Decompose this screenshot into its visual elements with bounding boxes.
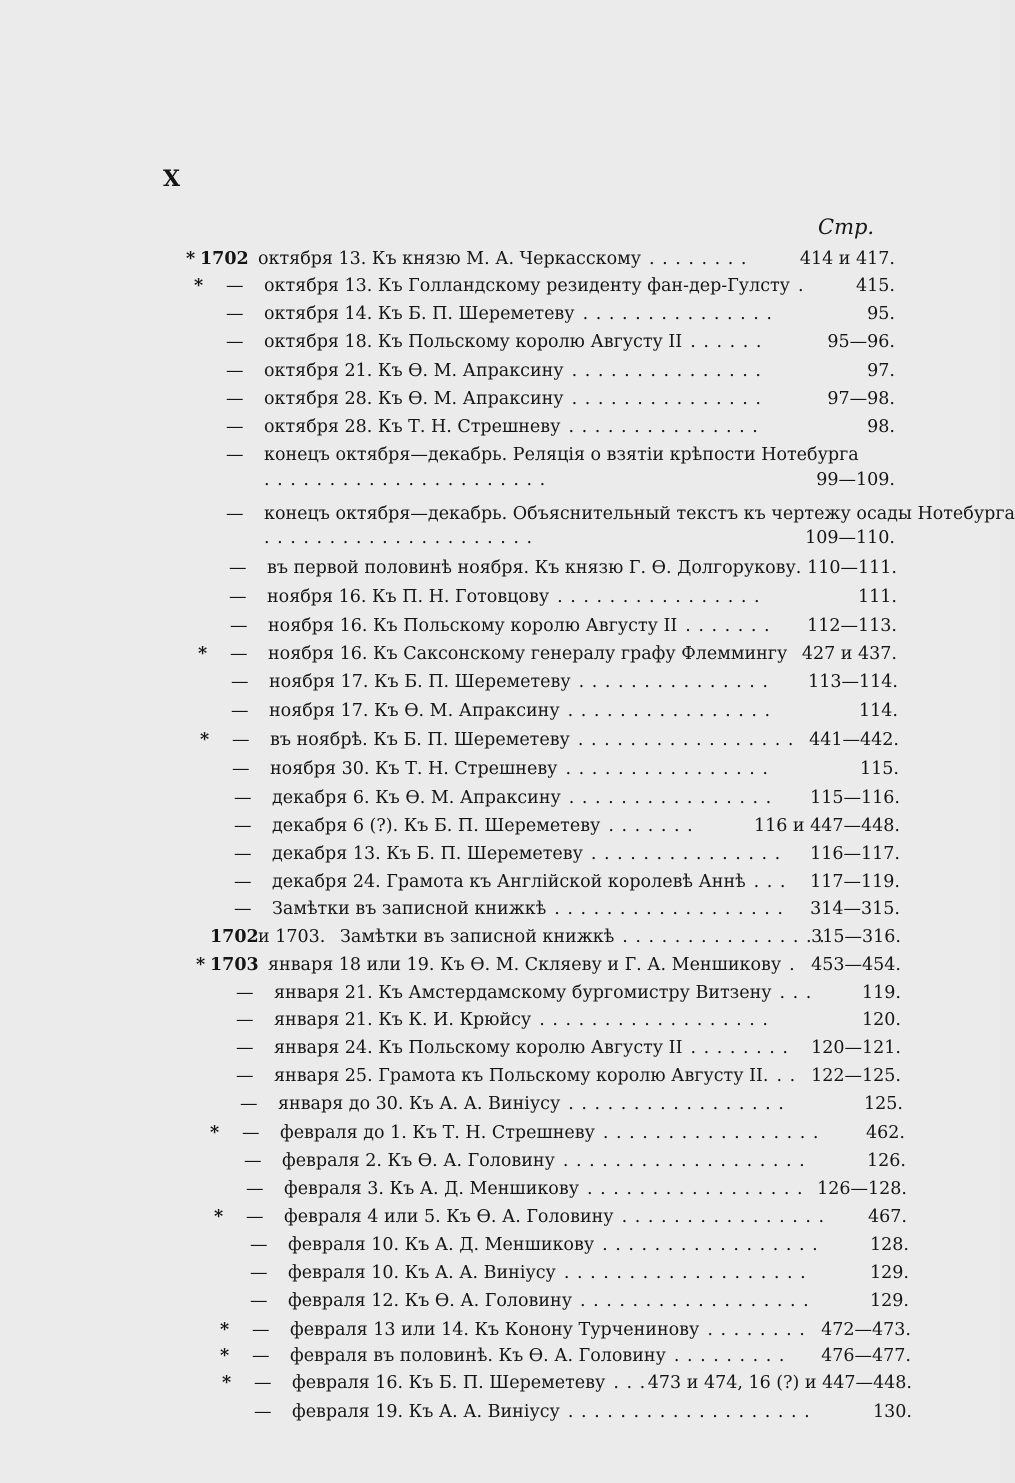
entry-pages: 113—114. xyxy=(808,672,898,692)
dot-leader: . . . . . . . . . . . . . . . . . xyxy=(577,730,795,750)
entry-pages: 98. xyxy=(867,417,895,437)
toc-entry xyxy=(0,245,1000,273)
entry-title: октября 18. Къ Польскому королю Августу II xyxy=(264,332,683,352)
entry-pages: 129. xyxy=(870,1291,909,1311)
dot-leader: . . xyxy=(776,1066,797,1086)
entry-pages: 472—473. xyxy=(821,1320,911,1340)
entry-title: Замѣтки въ записной книжкѣ xyxy=(340,927,615,947)
entry-title: января до 30. Къ А. А. Виніусу xyxy=(278,1094,561,1114)
entry-dash: — xyxy=(226,304,244,324)
entry-dash: — xyxy=(250,1235,268,1255)
toc-entry xyxy=(0,1090,1000,1118)
dot-leader: . . . . . . . . . . . . . . . . . . . . . xyxy=(264,528,534,548)
entry-star: * xyxy=(222,1373,232,1393)
entry-pages: 314—315. xyxy=(810,899,900,919)
dot-leader: . . . . . . . . . . . . . . . . xyxy=(621,1207,826,1227)
entry-pages: 453—454. xyxy=(811,955,901,975)
toc-entry xyxy=(0,1147,1000,1175)
entry-title: февраля 2. Къ Ѳ. А. Головину xyxy=(282,1151,555,1171)
toc-entry xyxy=(0,1259,1000,1287)
entry-dash: — xyxy=(232,759,250,779)
entry-pages: 115. xyxy=(860,759,899,779)
entry-title: января 21. Къ К. И. Крюйсу xyxy=(274,1010,532,1030)
toc-entry xyxy=(0,1175,1000,1203)
toc-entry xyxy=(0,784,1000,812)
entry-pages: 467. xyxy=(868,1207,907,1227)
entry-pages: 126—128. xyxy=(817,1179,907,1199)
entry-dash: — xyxy=(226,417,244,437)
entry-dash: — xyxy=(234,844,252,864)
entry-dash: — xyxy=(252,1320,270,1340)
toc-entry xyxy=(0,923,1000,951)
entry-dash: — xyxy=(236,1010,254,1030)
dot-leader: . . . . . . . xyxy=(608,816,694,836)
dot-leader: . . . xyxy=(613,1373,647,1393)
entry-dash: — xyxy=(226,445,244,465)
dot-leader: . . . . . . . . . . . . . . . . . . xyxy=(554,899,784,919)
toc-entry xyxy=(0,413,1000,441)
dot-leader: . . . . . . . . . . . . . . . xyxy=(582,304,773,324)
entry-pages: 125. xyxy=(864,1094,903,1114)
entry-pages: 462. xyxy=(866,1123,905,1143)
entry-title: февраля 10. Къ А. Д. Меншикову xyxy=(288,1235,595,1255)
entry-title: февраля 4 или 5. Къ Ѳ. А. Головину xyxy=(284,1207,614,1227)
dot-leader: . . . . . . . . . . . . . . . . . . . xyxy=(563,1263,807,1283)
entry-dash: — xyxy=(240,1094,258,1114)
entry-title: ноября 16. Къ П. Н. Готовцову xyxy=(267,587,550,607)
toc-entry xyxy=(0,1342,1000,1370)
entry-star: * xyxy=(220,1320,230,1340)
toc-entry xyxy=(0,272,1000,300)
entry-title: октября 28. Къ Ѳ. М. Апраксину xyxy=(264,389,564,409)
toc-entry xyxy=(0,328,1000,356)
entry-pages: 111. xyxy=(858,587,897,607)
entry-pages: 120. xyxy=(862,1010,901,1030)
entry-pages: 415. xyxy=(856,276,895,296)
dot-leader: . . . . . . . . xyxy=(649,249,748,269)
entry-dash: — xyxy=(234,816,252,836)
toc-entry xyxy=(0,726,1000,754)
toc-entry xyxy=(0,1006,1000,1034)
dot-leader: . . . . . . . . . . . . . . . . . xyxy=(587,1179,804,1199)
entry-title: октября 14. Къ Б. П. Шереметеву xyxy=(264,304,575,324)
entry-dash: — xyxy=(236,1066,254,1086)
toc-entry xyxy=(0,466,1000,494)
entry-title: февраля 10. Къ А. А. Виніусу xyxy=(288,1263,556,1283)
entry-title: Замѣтки въ записной книжкѣ xyxy=(272,899,547,919)
entry-dash: — xyxy=(226,276,244,296)
entry-title: февраля до 1. Къ Т. Н. Стрешневу xyxy=(280,1123,595,1143)
entry-dash: — xyxy=(252,1346,270,1366)
toc-entry xyxy=(0,1062,1000,1090)
entry-dash: — xyxy=(242,1123,260,1143)
entry-dash: — xyxy=(246,1207,264,1227)
toc-entry xyxy=(0,1398,1000,1426)
entry-dash: — xyxy=(250,1263,268,1283)
entry-dash: — xyxy=(254,1402,272,1422)
dot-leader: . . . . . . . . xyxy=(707,1320,806,1340)
entry-title: января 25. Грамота къ Польскому королю Августу II. xyxy=(274,1066,769,1086)
dot-leader: . . . . . . . . . . . . . . . . xyxy=(567,701,772,721)
dot-leader: . . . . . . . . . . . . . . . . . xyxy=(602,1123,820,1143)
entry-title: конецъ октября—декабрь. Реляція о взятіи крѣпости Нотебурга xyxy=(264,445,859,465)
entry-title: февраля 16. Къ Б. П. Шереметеву xyxy=(292,1373,606,1393)
dot-leader: . . . . . . . . . . . . . . . xyxy=(590,844,782,864)
entry-title: ноября 16. Къ Польскому королю Августу II xyxy=(268,616,678,636)
dot-leader: . . . . . . xyxy=(690,332,763,352)
entry-pages: 120—121. xyxy=(811,1038,901,1058)
toc-entry xyxy=(0,840,1000,868)
entry-star: * xyxy=(214,1207,224,1227)
toc-entry xyxy=(0,697,1000,725)
entry-pages: 414 и 417. xyxy=(799,249,895,269)
entry-dash: — xyxy=(231,701,249,721)
entry-title: февраля въ половинѣ. Къ Ѳ. А. Головину xyxy=(290,1346,666,1366)
toc-entry xyxy=(0,812,1000,840)
dot-leader: . . . . . . . . . . . . . . . . . xyxy=(602,1235,819,1255)
entry-year: 1702 xyxy=(200,249,249,269)
entry-title: февраля 13 или 14. Къ Конону Турченинову xyxy=(290,1320,700,1340)
entry-star: * xyxy=(198,644,208,664)
toc-entry xyxy=(0,583,1000,611)
entry-year: 1703 xyxy=(210,955,259,975)
entry-pages: 315—316. xyxy=(811,927,901,947)
entry-title: октября 13. Къ князю М. А. Черкасскому xyxy=(258,249,642,269)
dot-leader: . . . . . . . . . . . . . . . xyxy=(571,389,762,409)
entry-title: января 18 или 19. Къ Ѳ. М. Скляеву и Г. А. Меншикову xyxy=(268,955,782,975)
entry-star: * xyxy=(194,276,204,296)
entry-star: * xyxy=(186,249,196,269)
entry-pages: 473 и 474, 16 (?) и 447—448. xyxy=(647,1373,912,1393)
entry-dash: — xyxy=(244,1151,262,1171)
entry-year: 1702 xyxy=(210,927,259,947)
dot-leader: . xyxy=(789,955,796,975)
entry-title: декабря 24. Грамота къ Англійской королевѣ Аннѣ xyxy=(272,872,746,892)
dot-leader: . . . . . . . . . . . . . . . . . . . . . . xyxy=(264,470,547,490)
entry-dash: — xyxy=(250,1291,268,1311)
dot-leader: . . . . . . . xyxy=(685,616,771,636)
pages-column-header: Стр. xyxy=(818,215,875,239)
dot-leader: . . . . . . . . . . . . . . . . xyxy=(565,759,769,779)
entry-title: въ ноябрѣ. Къ Б. П. Шереметеву xyxy=(270,730,570,750)
toc-entry xyxy=(0,951,1000,979)
entry-title: февраля 3. Къ А. Д. Меншикову xyxy=(284,1179,579,1199)
toc-entry xyxy=(0,357,1000,385)
entry-title: въ первой половинѣ ноября. Къ князю Г. Ѳ. Долгорукову. xyxy=(267,558,802,578)
entry-dash: — xyxy=(246,1179,264,1199)
dot-leader: . . . . . . . . . . . . . . . . . . . xyxy=(562,1151,806,1171)
dot-leader: . . . xyxy=(753,872,787,892)
toc-entry xyxy=(0,640,1000,668)
entry-pages: 112—113. xyxy=(807,616,897,636)
entry-star: * xyxy=(200,730,210,750)
toc-entry xyxy=(0,385,1000,413)
entry-year-suffix: и 1703. xyxy=(258,927,326,947)
toc-entry xyxy=(0,1287,1000,1315)
toc-entry xyxy=(0,441,1000,469)
entry-pages: 119. xyxy=(862,983,901,1003)
entry-star: * xyxy=(220,1346,230,1366)
dot-leader: . xyxy=(797,276,805,296)
toc-entry xyxy=(0,554,1000,582)
entry-dash: — xyxy=(234,788,252,808)
entry-dash: — xyxy=(231,672,249,692)
toc-entry xyxy=(0,1316,1000,1344)
entry-dash: — xyxy=(234,899,252,919)
entry-title: октября 13. Къ Голландскому резиденту фан-дер-Гулсту xyxy=(264,276,790,296)
entry-title: ноября 17. Къ Б. П. Шереметеву xyxy=(269,672,571,692)
toc-entry xyxy=(0,868,1000,896)
dot-leader: . . . . . . . . . . . . . . . . . . xyxy=(539,1010,769,1030)
entry-pages: 129. xyxy=(870,1263,909,1283)
dot-leader: . . . . . . . . . . . . . . . . . . . xyxy=(567,1402,811,1422)
entry-pages: 117—119. xyxy=(810,872,900,892)
dot-leader: . . . . . . . . . . . . . . . xyxy=(568,417,759,437)
entry-title: февраля 12. Къ Ѳ. А. Головину xyxy=(288,1291,572,1311)
dot-leader: . . . . . . . . . . . . . . . . xyxy=(557,587,761,607)
entry-pages: 109—110. xyxy=(805,528,895,548)
entry-pages: 128. xyxy=(870,1235,909,1255)
entry-pages: 97. xyxy=(867,361,895,381)
dot-leader: . . . . . . . . . xyxy=(673,1346,786,1366)
toc-entry xyxy=(0,524,1000,552)
toc-entry xyxy=(0,612,1000,640)
entry-dash: — xyxy=(230,616,248,636)
toc-entry xyxy=(0,1034,1000,1062)
entry-title: января 21. Къ Амстердамскому бургомистру Витзену xyxy=(274,983,772,1003)
entry-title: ноября 16. Къ Саксонскому генералу графу Флеммингу xyxy=(268,644,788,664)
toc-entry xyxy=(0,668,1000,696)
toc-entry xyxy=(0,300,1000,328)
entry-title: ноября 17. Къ Ѳ. М. Апраксину xyxy=(269,701,560,721)
entry-pages: 110—111. xyxy=(807,558,897,578)
entry-pages: 115—116. xyxy=(810,788,900,808)
entry-pages: 441—442. xyxy=(809,730,899,750)
toc-entry xyxy=(0,1119,1000,1147)
entry-pages: 476—477. xyxy=(821,1346,911,1366)
entry-dash: — xyxy=(226,389,244,409)
entry-dash: — xyxy=(226,332,244,352)
entry-dash: — xyxy=(230,644,248,664)
entry-title: февраля 19. Къ А. А. Виніусу xyxy=(292,1402,560,1422)
dot-leader: . . . xyxy=(779,983,813,1003)
entry-pages: 99—109. xyxy=(816,470,895,490)
entry-pages: 130. xyxy=(873,1402,912,1422)
entry-pages: 95—96. xyxy=(827,332,895,352)
entry-dash: — xyxy=(226,504,244,524)
toc-entry xyxy=(0,1369,1000,1397)
entry-title: декабря 13. Къ Б. П. Шереметеву xyxy=(272,844,583,864)
dot-leader: . . . . . . . . . . . . . . . xyxy=(578,672,769,692)
entry-pages: 95. xyxy=(867,304,895,324)
entry-dash: — xyxy=(226,361,244,381)
entry-title: октября 21. Къ Ѳ. М. Апраксину xyxy=(264,361,564,381)
entry-title: конецъ октября—декабрь. Объяснительный текстъ къ чертежу осады Нотебурга xyxy=(264,504,1015,524)
entry-title: октября 28. Къ Т. Н. Стрешневу xyxy=(264,417,561,437)
entry-pages: 126. xyxy=(867,1151,906,1171)
entry-dash: — xyxy=(229,587,247,607)
entry-dash: — xyxy=(236,983,254,1003)
entry-title: января 24. Къ Польскому королю Августу II xyxy=(274,1038,683,1058)
entry-pages: 122—125. xyxy=(811,1066,901,1086)
entry-dash: — xyxy=(232,730,250,750)
entry-pages: 116 и 447—448. xyxy=(753,816,900,836)
entry-title: декабря 6. Къ Ѳ. М. Апраксину xyxy=(272,788,561,808)
entry-star: * xyxy=(196,955,206,975)
entry-dash: — xyxy=(234,872,252,892)
entry-star: * xyxy=(210,1123,220,1143)
entry-pages: 97—98. xyxy=(827,389,895,409)
toc-entry xyxy=(0,979,1000,1007)
entry-dash: — xyxy=(254,1373,272,1393)
toc-entry xyxy=(0,1203,1000,1231)
entry-dash: — xyxy=(229,558,247,578)
dot-leader: . . . . . . . . . . . . . . . xyxy=(571,361,762,381)
page-number: X xyxy=(163,166,181,192)
toc-entry xyxy=(0,1231,1000,1259)
entry-dash: — xyxy=(236,1038,254,1058)
dot-leader: . . . . . . . . . . . . . . . . . . xyxy=(580,1291,810,1311)
dot-leader: . . . . . . . . . . . . . . . . xyxy=(622,927,826,947)
entry-title: декабря 6 (?). Къ Б. П. Шереметеву xyxy=(272,816,601,836)
entry-pages: 427 и 437. xyxy=(801,644,897,664)
dot-leader: . . . . . . . . . . . . . . . . . xyxy=(568,1094,785,1114)
entry-title: ноября 30. Къ Т. Н. Стрешневу xyxy=(270,759,558,779)
dot-leader: . . . . . . . . xyxy=(690,1038,789,1058)
entry-pages: 116—117. xyxy=(810,844,900,864)
toc-entry xyxy=(0,895,1000,923)
dot-leader: . . . . . . . . . . . . . . . . xyxy=(568,788,773,808)
entry-pages: 114. xyxy=(859,701,898,721)
toc-entry xyxy=(0,755,1000,783)
